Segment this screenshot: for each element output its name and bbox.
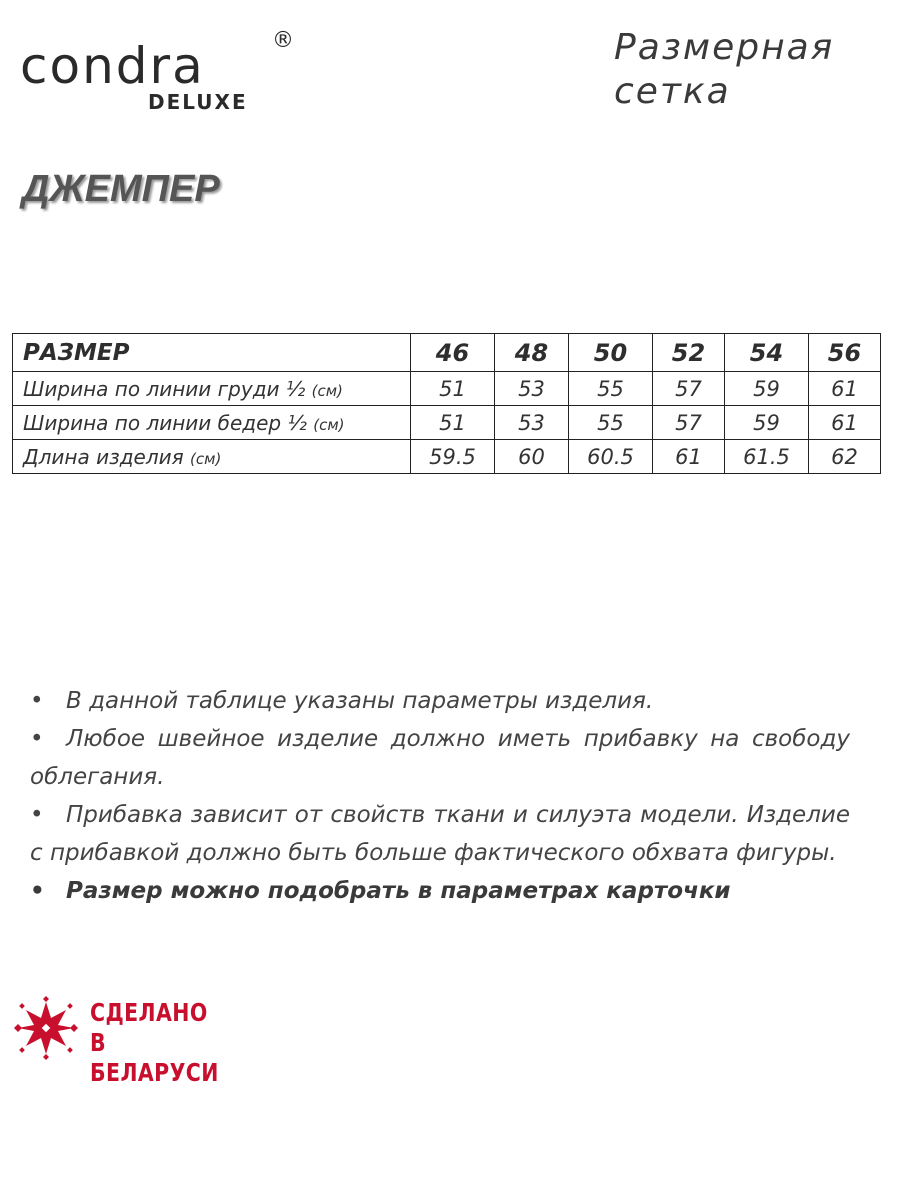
note-item: [30, 682, 850, 720]
note-text: Размер можно подобрать в параметрах карточки: [66, 878, 731, 904]
row-unit: (см): [311, 381, 343, 400]
size-46: 46: [411, 334, 495, 372]
heading-line-2: сетка: [614, 71, 731, 112]
belarus-ornament-icon: [10, 996, 82, 1060]
table-cell: 61: [653, 440, 725, 474]
made-in-belarus: [10, 996, 270, 1087]
table-cell: 53: [495, 406, 569, 440]
table-cell: 51: [411, 406, 495, 440]
row-label-text: Ширина по линии груди ½: [23, 376, 306, 401]
size-52: 52: [653, 334, 725, 372]
made-in-line-2: В БЕЛАРУСИ: [90, 1028, 219, 1087]
table-row: [13, 406, 881, 440]
row-label-text: Длина изделия: [23, 444, 184, 469]
table-header-row: [13, 334, 881, 372]
table-cell: 59: [725, 406, 809, 440]
row-label: [13, 406, 411, 440]
table-cell: 61: [809, 406, 881, 440]
bullet: •: [30, 688, 44, 714]
table-cell: 55: [569, 372, 653, 406]
table-cell: 59.5: [411, 440, 495, 474]
row-unit: (см): [190, 449, 222, 468]
size-54: 54: [725, 334, 809, 372]
note-item: [30, 720, 850, 796]
table-cell: 59: [725, 372, 809, 406]
made-in-text: [90, 998, 238, 1088]
table-cell: 57: [653, 406, 725, 440]
table-cell: 60: [495, 440, 569, 474]
table-cell: 51: [411, 372, 495, 406]
note-text: Прибавка зависит от свойств ткани и силуэта модели. Изделие с прибавкой должно быть больше фактического обхвата фигуры.: [30, 802, 850, 866]
table-cell: 62: [809, 440, 881, 474]
table-cell: 60.5: [569, 440, 653, 474]
table-cell: 55: [569, 406, 653, 440]
row-unit: (см): [313, 415, 345, 434]
size-chart-heading: [614, 26, 874, 114]
header-label: РАЗМЕР: [13, 334, 411, 372]
brand-sub: DELUXE: [148, 90, 248, 114]
size-table: [12, 333, 881, 474]
brand-logo: [20, 28, 300, 118]
size-56: 56: [809, 334, 881, 372]
table-row: [13, 440, 881, 474]
note-item: [30, 872, 850, 910]
made-in-line-1: СДЕЛАНО: [90, 998, 208, 1027]
bullet: •: [30, 726, 44, 752]
table-cell: 57: [653, 372, 725, 406]
table-cell: 61.5: [725, 440, 809, 474]
row-label: [13, 440, 411, 474]
table-row: [13, 372, 881, 406]
product-title: ДЖЕМПЕР: [22, 168, 220, 210]
row-label-text: Ширина по линии бедер ½: [23, 410, 307, 435]
brand-name: condra: [20, 37, 205, 95]
notes-list: [30, 682, 850, 910]
note-item: [30, 796, 850, 872]
note-text: В данной таблице указаны параметры изделия.: [66, 688, 654, 714]
size-48: 48: [495, 334, 569, 372]
bullet: •: [30, 802, 44, 828]
note-text: Любое швейное изделие должно иметь прибавку на свободу облегания.: [30, 726, 850, 790]
bullet: •: [30, 878, 45, 904]
size-50: 50: [569, 334, 653, 372]
registered-mark: ®: [272, 28, 294, 53]
table-cell: 53: [495, 372, 569, 406]
row-label: [13, 372, 411, 406]
table-cell: 61: [809, 372, 881, 406]
heading-line-1: Размерная: [614, 27, 835, 68]
